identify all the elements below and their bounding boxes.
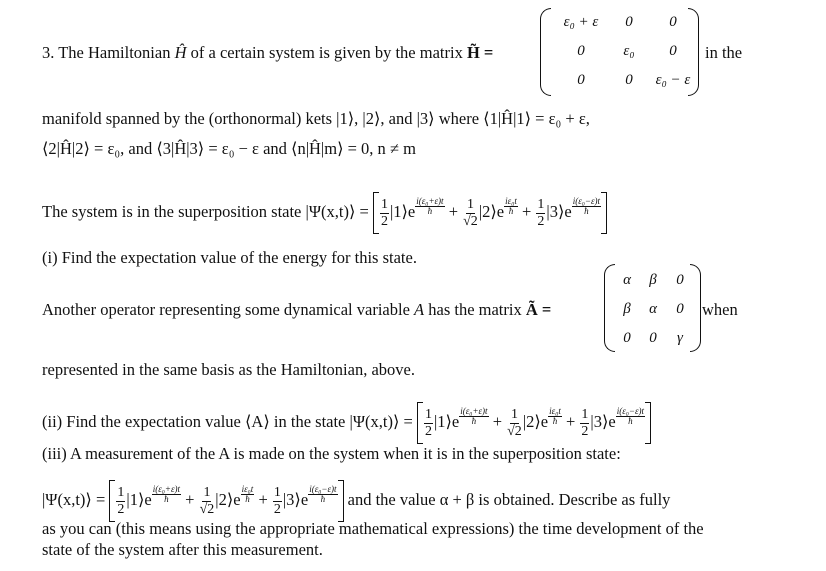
fraction: $\frac{1}{2}$	[380, 196, 388, 229]
psi-ket: |Ψ(x,t)⟩ =	[42, 489, 110, 509]
a-matrix-right-paren	[690, 264, 701, 352]
fraction: $\frac{1}{√2}$	[463, 196, 478, 229]
part-iii: (iii) A measurement of the A is made on the system when it is in the superposition state:	[42, 444, 621, 463]
state-expression-2: |Ψ(x,t)⟩ = $\frac{1}{2}$ |1⟩e $\frac{\text{i(ε₀+ε)t}}{ħ}$ + $\frac{1}{√2}$ |2⟩e $\frac{\text{iε₀t}}{ħ}$ + $\frac{1}{2}$ |3⟩e $\frac{\text{i(ε₀−ε)t}}{ħ}$	[350, 412, 652, 431]
ket-1: |1⟩e	[126, 489, 152, 509]
ket-2: |2⟩e	[215, 489, 241, 509]
a-matrix-cell-2-0: 0	[623, 330, 631, 346]
right-bracket	[601, 192, 607, 234]
problem-line-3: ⟨2|Ĥ|2⟩ = ε₀, and ⟨3|Ĥ|3⟩ = ε₀ − ε and ⟨n|Ĥ|m⟩ = 0, n ≠ m	[42, 139, 416, 158]
fraction: $\frac{1}{2}$	[581, 406, 589, 439]
fraction: $\frac{1}{2}$	[537, 196, 545, 229]
h-matrix-cell-0-1: 0	[625, 14, 633, 30]
psi-ket: |Ψ(x,t)⟩ =	[305, 201, 373, 221]
exponent-3: $\frac{\text{i(ε₀−ε)t}}{ħ}$	[309, 483, 337, 504]
a-matrix-cell-1-0: β	[623, 301, 631, 317]
exponent-2: $\frac{\text{iε₀t}}{ħ}$	[241, 483, 254, 504]
left-bracket	[373, 192, 379, 234]
a-matrix-cell-1-2: 0	[676, 301, 684, 317]
state-expression: |Ψ(x,t)⟩ = $\frac{1}{2}$ |1⟩e $\frac{\text{i(ε₀+ε)t}}{ħ}$ + $\frac{1}{√2}$ |2⟩e $\frac{\text{iε₀t}}{ħ}$ + $\frac{1}{2}$ |3⟩e $\frac{\text{i(ε₀−ε)t}}{ħ}$	[306, 202, 608, 221]
part-ii	[42, 402, 651, 444]
ket-1: |1⟩e	[389, 201, 416, 221]
exponent-3: $\frac{\text{i(ε₀−ε)t}}{ħ}$	[616, 405, 645, 426]
fraction: $\frac{1}{2}$	[424, 406, 432, 439]
h-matrix-cell-2-2: ε₀ − ε	[655, 72, 691, 88]
h-matrix-label: H̃ =	[466, 43, 494, 62]
exponent-2: $\frac{\text{iε₀t}}{ħ}$	[505, 195, 517, 216]
h-matrix-cell-2-0: 0	[577, 72, 585, 88]
fraction: $\frac{1}{2}$	[117, 484, 125, 517]
exponent-1: $\frac{\text{i(ε₀+ε)t}}{ħ}$	[416, 195, 444, 216]
ket-3: |3⟩e	[546, 201, 572, 221]
ket-3: |3⟩e	[590, 411, 616, 431]
left-bracket	[417, 402, 423, 444]
problem-line-10: state of the system after this measurement.	[42, 540, 323, 559]
part-i: (i) Find the expectation value of the energy for this state.	[42, 248, 417, 267]
left-bracket	[109, 480, 115, 522]
part-ii-mid2: in the state	[273, 411, 346, 431]
right-bracket	[645, 402, 651, 444]
line5-text: Another operator representing some dynamical variable	[42, 300, 410, 319]
a-matrix-cell-2-2: γ	[677, 330, 683, 346]
problem-number: 3.	[42, 43, 55, 62]
ket-2: |2⟩e	[478, 201, 505, 221]
exponent-2: $\frac{\text{iε₀t}}{ħ}$	[549, 405, 561, 426]
problem-line-2: manifold spanned by the (orthonormal) kets |1⟩, |2⟩, and |3⟩ where ⟨1|Ĥ|1⟩ = ε₀ + ε,	[42, 109, 590, 128]
part-ii-mid: ⟨A⟩	[244, 411, 270, 431]
h-matrix-cell-1-2: 0	[669, 43, 677, 59]
line8-rest: and the value α + β is obtained. Describe as fully	[347, 489, 671, 509]
ket-1: |1⟩e	[433, 411, 460, 431]
a-matrix	[614, 272, 694, 347]
part-ii-prefix: (ii) Find the expectation value	[42, 411, 241, 431]
a-matrix-cell-2-1: 0	[649, 330, 657, 346]
fraction: $\frac{1}{√2}$	[199, 484, 215, 517]
ket-2: |2⟩e	[522, 411, 549, 431]
h-matrix-cell-0-0: ε₀ + ε	[563, 14, 599, 30]
exponent-1: $\frac{\text{i(ε₀+ε)t}}{ħ}$	[460, 405, 488, 426]
problem-line-6: represented in the same basis as the Hamiltonian, above.	[42, 360, 415, 379]
h-matrix-right-paren	[688, 8, 699, 96]
h-matrix-cell-2-1: 0	[625, 72, 633, 88]
right-bracket	[338, 480, 344, 522]
state-expression-3: |Ψ(x,t)⟩ = $\frac{1}{2}$ |1⟩e $\frac{\text{i(ε₀+ε)t}}{ħ}$ + $\frac{1}{√2}$ |2⟩e $\frac{\text{iε₀t}}{ħ}$ + $\frac{1}{2}$ |3⟩e $\frac{\text{i(ε₀−ε)t}}{ħ}$	[42, 490, 344, 509]
a-matrix-label: Ã =	[525, 300, 552, 319]
fraction: $\frac{1}{√2}$	[507, 406, 522, 439]
state-equation-1	[42, 192, 607, 234]
problem-line-9: as you can (this means using the appropriate mathematical expressions) the time development of the	[42, 519, 704, 538]
h-matrix-cell-0-2: 0	[669, 14, 677, 30]
h-matrix-cell-1-0: 0	[577, 43, 585, 59]
line5-var: A	[414, 300, 425, 319]
h-matrix	[551, 14, 699, 89]
line5-rest: has the matrix	[428, 300, 522, 319]
line1-text: The Hamiltonian	[58, 43, 171, 62]
problem-line-1	[42, 44, 493, 63]
state-prefix: The system is in the superposition state	[42, 201, 302, 221]
a-matrix-cell-0-0: α	[623, 272, 631, 288]
state-equation-3	[42, 480, 670, 522]
line1-text2: of a certain system is given by the matrix	[190, 43, 463, 62]
when-text: when	[702, 300, 738, 319]
exponent-1: $\frac{\text{i(ε₀+ε)t}}{ħ}$	[152, 483, 181, 504]
problem-line-5	[42, 301, 551, 320]
h-matrix-cell-1-1: ε₀	[623, 43, 635, 59]
psi-ket: |Ψ(x,t)⟩ =	[349, 411, 417, 431]
fraction: $\frac{1}{2}$	[273, 484, 281, 517]
hamiltonian-symbol: Ĥ	[174, 43, 187, 62]
exponent-3: $\frac{\text{i(ε₀−ε)t}}{ħ}$	[572, 195, 601, 216]
h-matrix-left-paren	[540, 8, 551, 96]
a-matrix-cell-0-2: 0	[676, 272, 684, 288]
a-matrix-cell-1-1: α	[649, 301, 657, 317]
in-the-text: in the	[705, 43, 743, 62]
a-matrix-cell-0-1: β	[649, 272, 657, 288]
ket-3: |3⟩e	[282, 489, 309, 509]
